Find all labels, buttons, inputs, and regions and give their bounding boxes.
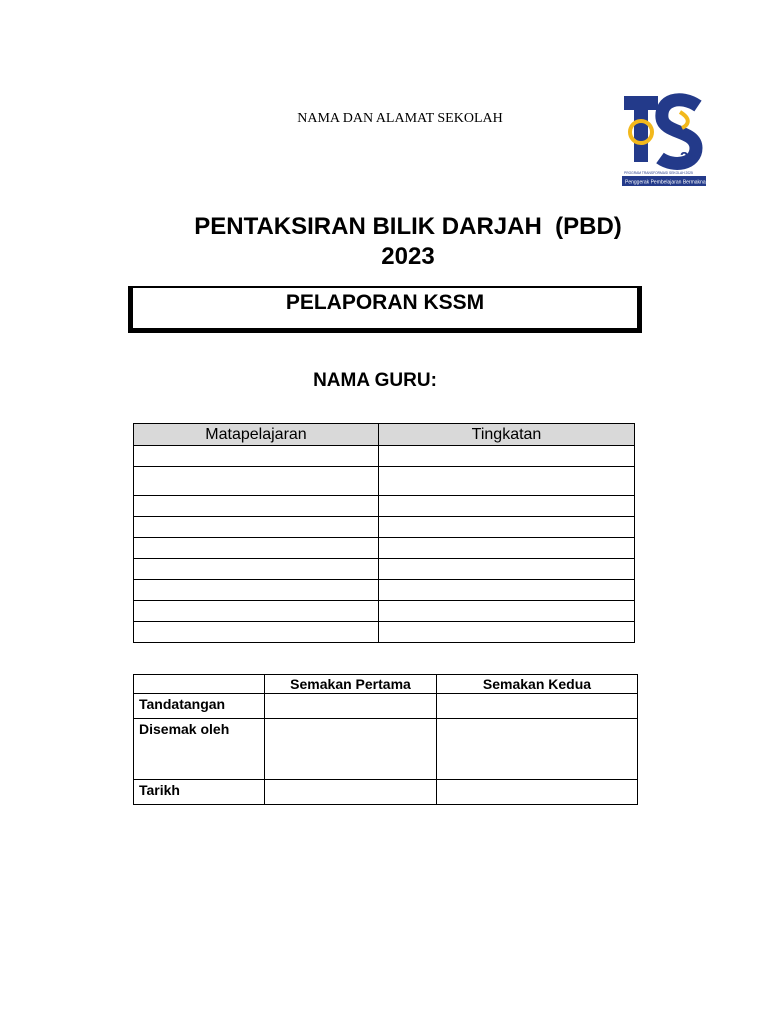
- header-blank: [134, 675, 265, 694]
- subject-cell[interactable]: [134, 622, 379, 643]
- subject-cell[interactable]: [134, 538, 379, 559]
- form-cell[interactable]: [379, 580, 635, 601]
- table-row: [134, 601, 635, 622]
- table-row: [134, 780, 638, 805]
- subject-cell[interactable]: [134, 559, 379, 580]
- table-row: [134, 517, 635, 538]
- report-banner: [128, 286, 642, 333]
- table-row: [134, 719, 638, 780]
- subject-cell[interactable]: [134, 580, 379, 601]
- ts25-logo: [620, 92, 708, 190]
- row-label-signature: Tandatangan: [134, 694, 265, 719]
- logo-number: 25: [680, 149, 697, 166]
- signature-second-cell[interactable]: [437, 694, 638, 719]
- logo-caption: PROGRAM TRANSFORMASI SEKOLAH 2025: [624, 171, 693, 175]
- form-cell[interactable]: [379, 622, 635, 643]
- header-first-check: Semakan Pertama: [265, 675, 437, 694]
- form-cell[interactable]: [379, 496, 635, 517]
- subject-cell[interactable]: [134, 517, 379, 538]
- table-row: [134, 496, 635, 517]
- subject-cell[interactable]: [134, 601, 379, 622]
- title-year: 2023: [381, 243, 435, 270]
- date-first-cell[interactable]: [265, 780, 437, 805]
- table-row: [134, 559, 635, 580]
- title-line-1: PENTAKSIRAN BILIK DARJAH (PBD): [194, 213, 622, 240]
- form-cell[interactable]: [379, 601, 635, 622]
- subject-cell[interactable]: [134, 467, 379, 496]
- table-row: [134, 694, 638, 719]
- banner-text: PELAPORAN KSSM: [285, 291, 485, 314]
- date-second-cell[interactable]: [437, 780, 638, 805]
- table-row: [134, 580, 635, 601]
- table-row: [134, 446, 635, 467]
- subject-cell[interactable]: [134, 446, 379, 467]
- document-title: [130, 212, 686, 272]
- form-cell[interactable]: [379, 446, 635, 467]
- signature-first-cell[interactable]: [265, 694, 437, 719]
- verification-table: [133, 674, 638, 805]
- table-row: [134, 467, 635, 496]
- header-second-check: Semakan Kedua: [437, 675, 638, 694]
- form-cell[interactable]: [379, 467, 635, 496]
- form-cell[interactable]: [379, 538, 635, 559]
- logo-tagline: Penggerak Pembelajaran Bermakna: [625, 179, 706, 186]
- header-subject: Matapelajaran: [134, 424, 379, 446]
- table-row: [134, 622, 635, 643]
- row-label-checked-by: Disemak oleh: [134, 719, 265, 780]
- checked-by-second-cell[interactable]: [437, 719, 638, 780]
- subject-cell[interactable]: [134, 496, 379, 517]
- table-header-row: [134, 424, 635, 446]
- form-cell[interactable]: [379, 517, 635, 538]
- table-row: [134, 538, 635, 559]
- school-name-address: NAMA DAN ALAMAT SEKOLAH: [297, 111, 503, 126]
- checked-by-first-cell[interactable]: [265, 719, 437, 780]
- header-form: Tingkatan: [379, 424, 635, 446]
- row-label-date: Tarikh: [134, 780, 265, 805]
- subject-table: [133, 423, 635, 643]
- table-header-row: [134, 675, 638, 694]
- form-cell[interactable]: [379, 559, 635, 580]
- teacher-name-label: NAMA GURU:: [313, 370, 437, 391]
